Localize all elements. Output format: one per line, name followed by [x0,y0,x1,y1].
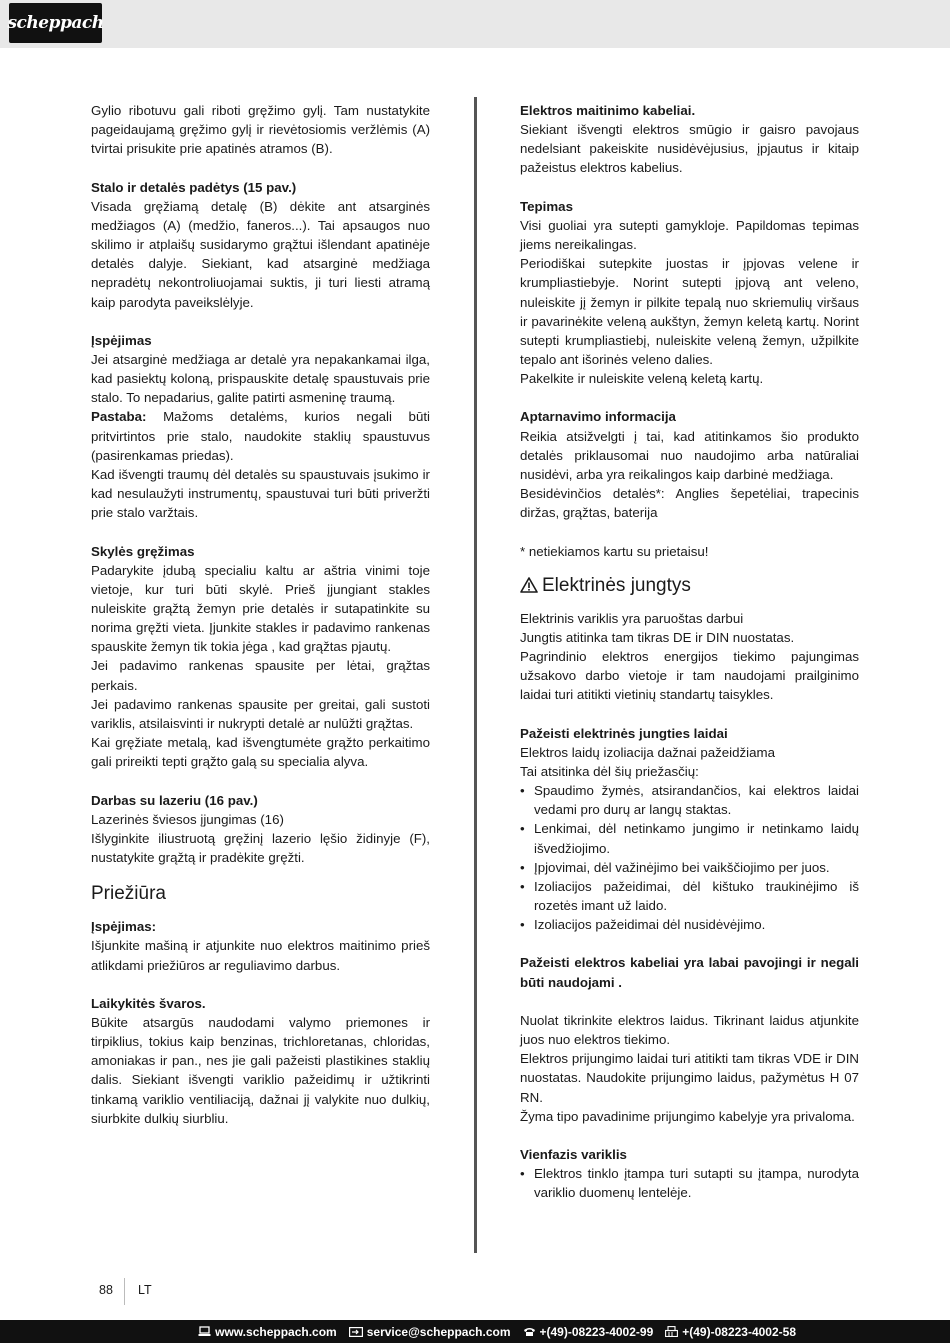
paragraph-ispejimas: Jei atsarginė medžiaga ar detalė yra nepakankamai ilga, kad pasiektų koloną, prispauskite detalę spaustuvais prie stalo. To nepadarius, galite patirti asmeninę traumą. [91,352,430,406]
phone-icon [523,1327,536,1337]
language-code: LT [138,1283,152,1297]
list-item: • Spaudimo žymės, atsirandančios, kai elektros laidai vedami pro durų ar langų staktas. [520,781,859,819]
page-number: 88 [99,1283,113,1297]
heading-skyles: Skylės gręžimas [91,543,195,559]
left-column [91,101,430,1128]
heading-ispejimas: Įspėjimas [91,332,152,348]
paragraph-ispejimas-2: Išjunkite mašiną ir atjunkite nuo elektros maitinimo prieš atlikdami priežiūros ar reguliavimo darbus. [91,938,430,973]
footer-fax[interactable] [665,1325,796,1339]
heading-kabeliai: Elektros maitinimo kabeliai. [520,103,696,118]
heading-darbas: Darbas su lazeriu (16 pav.) [91,792,258,808]
email-text: service@scheppach.com [366,1324,511,1339]
heading-vienfazis: Vienfazis variklis [520,1147,627,1163]
paragraph-nuolat: Elektros prijungimo laidai turi atitikti tam tikras VDE ir DIN nuostatas. Naudokite prijungimo laidus, pažymėtus H 07 RN. [520,1051,859,1105]
page-number-separator [124,1278,125,1305]
website-text: www.scheppach.com [215,1324,337,1339]
paragraph-laikykites: Būkite atsargūs naudodami valymo priemones ir tirpiklius, tokius kaip benzinas, trichloretanas, chloridas, amoniakas ir pan., nes jie gali pažeisti plastikines staklių dalis. Siekiant išvengti variklio pažeidimų ir užtikrinti tinkamą variklio ventiliaciją, dažnai jį valykite nuo dulkių, siurbkite dulkių siurbliu. [91,1014,430,1126]
paragraph-skyles: Padarykite įdubą specialiu kaltu ar aštria vinimi toje vietoje, kur turi būti skylė. Prieš įjungiant stakles nuleiskite grąžtą žemyn prie detalės ir sutapatinkite su norima gręžti vieta. Įjunkite stakles ir padavimo rankenas spauskite žemyn tik tokia jėga , kad grąžtas pjautų. [91,562,430,655]
paragraph-tepimas: Visi guoliai yra sutepti gamykloje. Papildomas tepimas jiems nereikalingas. [520,217,859,253]
paragraph-gylio: Gylio ribotuvu gali riboti gręžimo gylį. Tam nustatykite pageidaujamą gręžimo gylį ir rievėtosiomis veržlėmis (A) tvirtai prisukite prie apatinės atramos (B). [91,103,430,157]
paragraph-skyles: Jei padavimo rankenas spausite per greitai, gali sustoti variklis, atsilaisvinti ir nukrypti detalė ar nulūžti grąžtas. [91,696,430,731]
list-item: • Elektros tinklo įtampa turi sutapti su įtampa, nurodyta variklio duomenų lentelėje. [520,1164,859,1202]
list-item: • Izoliacijos pažeidimai dėl nusidėvėjimo. [520,915,859,934]
list-item: • Izoliacijos pažeidimai, dėl kištuko traukinėjimo iš rozetės imant už laido. [520,877,859,915]
paragraph-aptarnavimo: Besidėvinčios detalės*: Anglies šepetėliai, trapecinis diržas, grąžtas, baterija [520,486,859,521]
paragraph-darbas: Lazerinės šviesos įjungimas (16) [91,811,284,827]
note-not-supplied: * netiekiamos kartu su prietaisu! [520,543,709,559]
paragraph-skyles: Kai gręžiate metalą, kad išvengtumėte grąžto perkaitimo gali prireikti tepti grąžto galą su specialia alyva. [91,735,430,770]
fax-icon [665,1326,678,1337]
computer-icon [198,1326,211,1337]
paragraph-jungtys: Elektrinis variklis yra paruoštas darbui [520,610,744,626]
paragraph-skyles: Jei padavimo rankenas spausite per lėtai, grąžtas perkais. [91,658,430,693]
footer-phone[interactable] [523,1325,654,1339]
section-title-text: Elektrinės jungtys [542,574,691,596]
section-title-prieziura: Priežiūra [91,883,166,905]
heading-pazeisti: Pažeisti elektrinės jungties laidai [520,725,728,741]
paragraph-pazeisti: Elektros laidų izoliacija dažnai pažeidžiama [520,744,775,760]
paragraph-stalo: Visada gręžiamą detalę (B) dėkite ant atsarginės medžiagos (A) (medžio, faneros...). Tai apsaugos nuo skilimo ir atplaišų susidarymo grąžtui išlendant apatinėje detalės dalyje. Siekiant, kad atsarginė medžiaga nepradėtų nekontroliuojamai suktis, ji turi liesti atramą kaip parodyta paveikslėlyje. [91,198,430,310]
phone-text: +(49)-08223-4002-99 [539,1324,654,1339]
heading-aptarnavimo: Aptarnavimo informacija [520,409,676,425]
email-icon [349,1327,363,1337]
paragraph-aptarnavimo: Reikia atsižvelgti į tai, kad atitinkamos šio produkto detalės priklausomai nuo naudojimo arba natūraliai nusidėvi, arba yra reikalingos kaip darbinė medžiaga. [520,428,859,482]
paragraph-jungtys: Jungtis atitinka tam tikras DE ir DIN nuostatas. [520,629,795,645]
footer-bar [0,1320,950,1343]
fax-text: +(49)-08223-4002-58 [682,1324,796,1339]
paragraph-nuolat: Žyma tipo pavadinime prijungimo kabelyje yra privaloma. [520,1108,855,1124]
heading-tepimas: Tepimas [520,198,573,214]
paragraph-jungtys: Pagrindinio elektros energijos tiekimo pajungimas užsakovo darbo vietoje ir tam naudojami prailginimo laidai turi atitikti vietinių standartų taisykles. [520,649,859,703]
pastaba-text: Mažoms detalėms, kurios negali būti pritvirtintos prie stalo, naudokite staklių spaustuvus (pasirenkamas priedas). [91,409,430,463]
heading-laikykites: Laikykitės švaros. [91,995,206,1011]
footer-email[interactable] [349,1325,511,1339]
section-title-elektrines-jungtys [520,575,859,599]
heading-pavojingi: Pažeisti elektros kabeliai yra labai pavojingi ir negali būti naudojami . [520,955,859,990]
list-item: • Įpjovimai, dėl važinėjimo bei vaikščiojimo per juos. [520,858,859,877]
list-item: • Lenkimai, dėl netinkamo jungimo ir netinkamo laidų išvedžiojimo. [520,819,859,857]
paragraph-darbas: Išlyginkite iliustruotą gręžinį lazerio lęšio židinyje (F), nustatykite grąžtą ir pradėkite gręžti. [91,830,430,866]
column-divider [474,97,477,1253]
paragraph-pastaba [91,407,430,464]
list-vienfazis [520,1164,859,1202]
list-pazeisti [520,781,859,934]
paragraph-kabeliai: Siekiant išvengti elektros smūgio ir gaisro pavojaus nedelsiant pakeiskite nusidėvėjusius, įpjautus ir kitaip pažeistus elektros kabelius. [520,122,859,176]
pastaba-label: Pastaba: [91,409,147,425]
warning-icon [520,577,538,599]
heading-ispejimas-2: Įspėjimas: [91,919,157,935]
header-bar [0,0,950,48]
heading-stalo: Stalo ir detalės padėtys (15 pav.) [91,179,297,195]
scheppach-logo: scheppach [9,3,102,43]
paragraph-nuolat: Nuolat tikrinkite elektros laidus. Tikrinant laidus atjunkite juos nuo elektros tiekimo. [520,1012,859,1048]
paragraph-pazeisti: Tai atsitinka dėl šių priežasčių: [520,763,699,779]
paragraph-tepimas: Periodiškai sutepkite juostas ir įpjovas velene ir krumpliastiebyje. Norint sutepti įpjovą ant veleno, nuleiskite jį žemyn ir pilkite tepalą nuo skriemulių viršaus ir pavarinėkite veleną aukštyn, žemyn keletą kartų. Norint sutepti krumpliastiebį, nuleiskite veleną žemyn, užpilkite tepalo ant išorinės veleno dalies. [520,256,859,368]
footer-website[interactable] [198,1325,337,1339]
paragraph-kad: Kad išvengti traumų dėl detalės su spaustuvais įsukimo ir kad nesulaužyti instrumentų, spaustuvai turi būti priveržti prie stalo varžtais. [91,466,430,521]
paragraph-tepimas: Pakelkite ir nuleiskite veleną keletą kartų. [520,371,764,387]
right-column [520,101,859,1202]
